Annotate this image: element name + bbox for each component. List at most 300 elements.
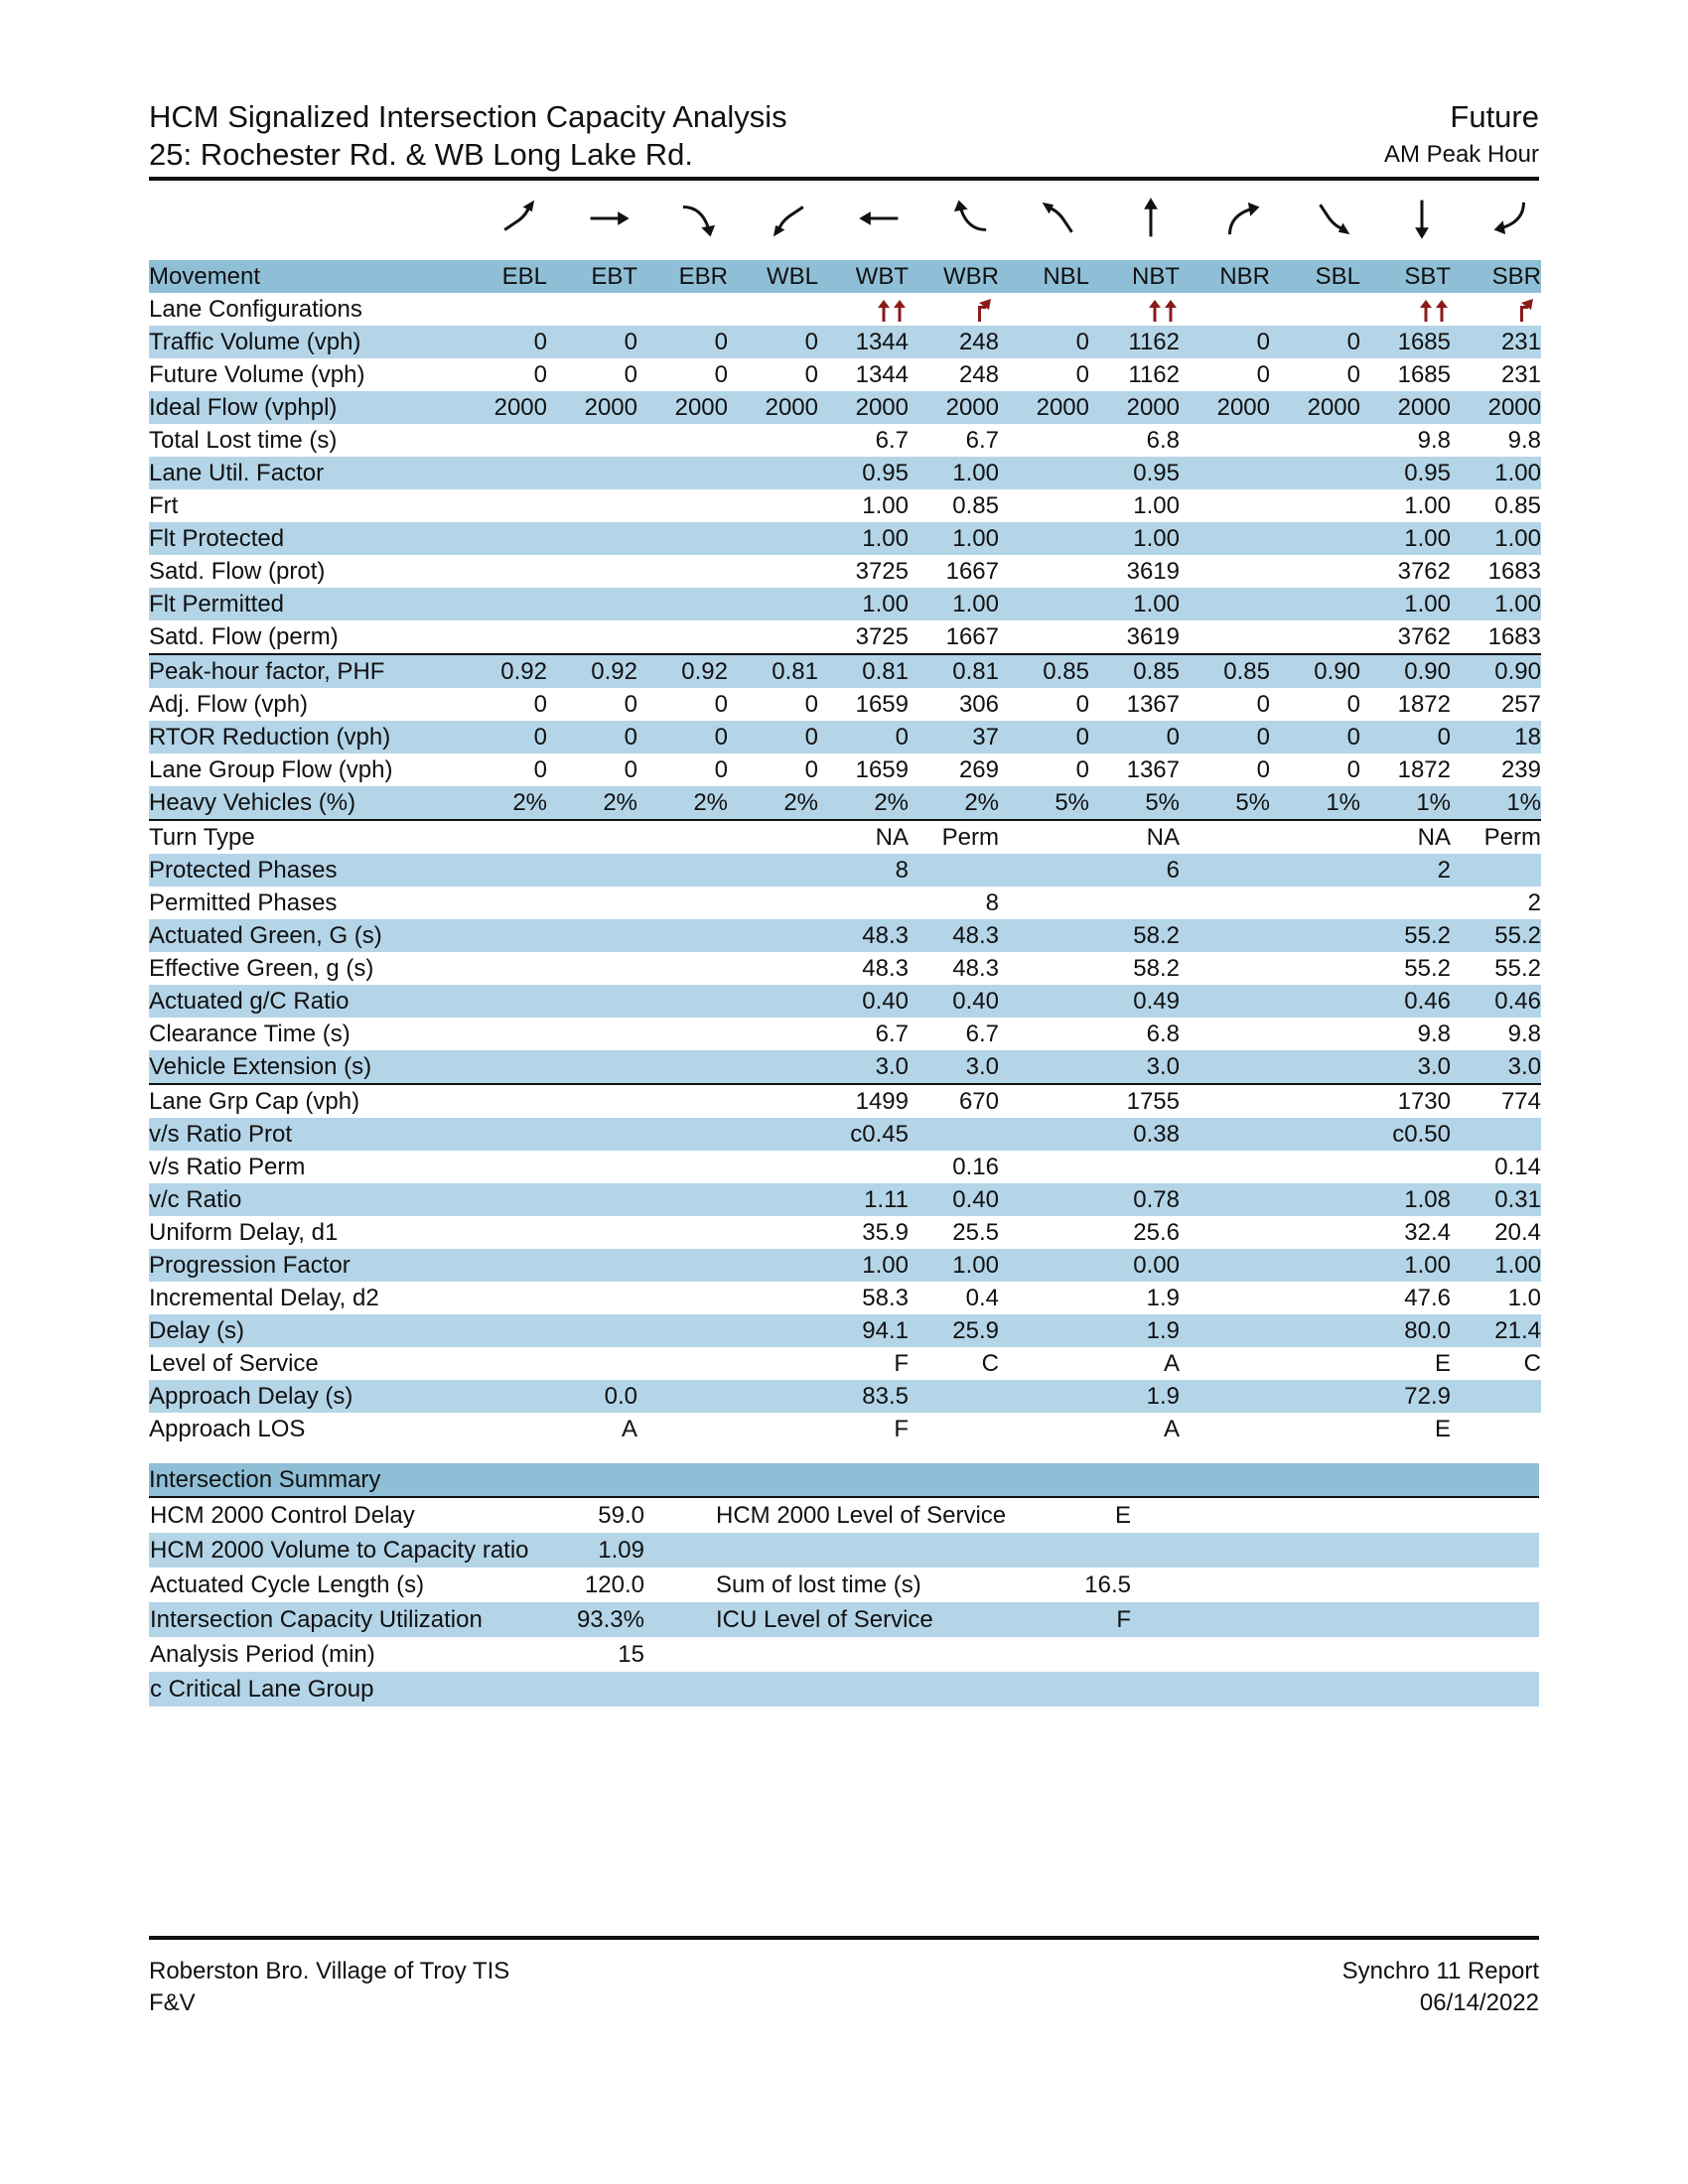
cell-nbl: 5% [999,786,1089,820]
lane-config-cell [637,293,728,326]
spacer [645,1498,715,1533]
cell-wbl [728,620,818,654]
table-row [149,588,1541,620]
right-turn-sbr-icon [1485,189,1539,248]
cell-wbt: 1.11 [818,1183,909,1216]
cell-sbl [1270,919,1360,952]
cell-ebt: 0 [547,326,637,358]
cell-sbt: 0.90 [1360,654,1451,688]
cell-ebr [637,1151,728,1183]
cell-nbt: 5% [1089,786,1180,820]
row-label: Effective Green, g (s) [149,955,374,982]
software-name: Synchro 11 Report [1341,1958,1539,1984]
cell-wbt: 1.00 [818,1249,909,1282]
cell-ebr [637,820,728,854]
cell-sbr: 1683 [1487,623,1541,650]
cell-wbl [728,1413,818,1445]
summary-table [149,1498,1539,1706]
spacer [1132,1533,1539,1568]
cell-wbt: F [894,1350,909,1377]
cell-ebl [457,424,547,457]
cell-nbt: 1755 [1089,1084,1180,1118]
cell-sbr: 2 [1527,889,1541,916]
right-turn-wbr-icon [943,189,997,248]
cell-ebl: 0 [457,326,547,358]
report-header [149,99,1539,177]
cell-nbr [1180,952,1270,985]
cell-sbr: 20.4 [1494,1219,1541,1246]
cell-wbr: 306 [958,691,999,718]
cell-wbr: 0.4 [965,1285,999,1311]
movement-wbt: WBT [818,260,909,293]
through-ebt-icon [582,189,635,248]
cell-nbr [1180,1380,1270,1413]
cell-ebl [457,1282,547,1314]
cell-nbr [1180,1413,1270,1445]
table-row [149,654,1541,688]
cell-wbl: 0 [804,361,818,388]
table-row [149,786,1541,820]
cell-sbt: 32.4 [1404,1219,1451,1246]
movement-wbr: WBR [909,260,999,293]
cell-nbl [999,1347,1089,1380]
left-turn-sbl-icon [1305,189,1358,248]
cell-ebr: 0 [637,721,728,753]
cell-wbl [728,1282,818,1314]
cell-wbl: 0.81 [728,654,818,688]
cell-ebt: 2000 [547,391,637,424]
cell-sbt: 0.46 [1360,985,1451,1018]
movement-wbl: WBL [728,260,818,293]
cell-sbt: 55.2 [1360,919,1451,952]
cell-sbr: 231 [1500,361,1541,388]
cell-nbt: 1162 [1089,326,1180,358]
cell-nbr [1180,1018,1270,1050]
cell-ebr [637,1018,728,1050]
cell-wbt: 0.81 [818,654,909,688]
cell-ebr [637,522,728,555]
cell-ebl: 0.92 [457,654,547,688]
summary-value: 93.3% [546,1602,645,1637]
cell-ebt: 0 [624,361,637,388]
cell-sbt: 3.0 [1360,1050,1451,1084]
cell-sbt: 1.00 [1360,1249,1451,1282]
summary-label-2 [715,1672,1082,1706]
cell-ebl [457,985,547,1018]
cell-wbl: 0 [804,756,818,783]
summary-value: 59.0 [598,1502,644,1529]
cell-wbr: 0.81 [909,654,999,688]
cell-wbl: 2000 [728,391,818,424]
cell-nbt: 1.9 [1089,1380,1180,1413]
summary-value-2 [1082,1533,1132,1568]
cell-wbt: 83.5 [818,1380,909,1413]
cell-wbl [728,1314,818,1347]
row-label: Future Volume (vph) [149,361,365,388]
cell-wbl [728,887,818,919]
cell-nbl [999,1118,1089,1151]
movement-nbl: NBL [999,260,1089,293]
cell-wbt: 3.0 [818,1050,909,1084]
cell-nbt: 0.78 [1089,1183,1180,1216]
cell-nbl [999,887,1089,919]
cell-nbr: 0 [1180,326,1270,358]
cell-nbr [1180,1347,1270,1380]
cell-ebl: 2000 [457,391,547,424]
cell-nbt: 1162 [1128,361,1180,388]
movement-header-label: Movement [149,260,457,293]
cell-nbl [999,620,1089,654]
cell-sbt: 1730 [1360,1084,1451,1118]
cell-wbl: 0 [804,691,818,718]
cell-sbl: 0.90 [1270,654,1360,688]
cell-ebl [457,588,547,620]
cell-nbt: 3619 [1126,558,1180,585]
cell-nbr [1180,1282,1270,1314]
cell-sbr: 55.2 [1451,919,1541,952]
cell-sbl [1270,1249,1360,1282]
cell-ebl [457,555,547,588]
cell-ebt [547,457,637,489]
cell-wbt: 6.7 [875,1021,909,1047]
cell-wbl [728,1249,818,1282]
cell-sbl [1270,854,1360,887]
table-row [149,326,1541,358]
cell-sbl [1270,522,1360,555]
footer-rule [149,1936,1539,1940]
movement-nbt: NBT [1089,260,1180,293]
table-row [149,1282,1541,1314]
cell-sbr: Perm [1451,820,1541,854]
movement-nbr: NBR [1180,260,1270,293]
cell-nbt: 0.38 [1089,1118,1180,1151]
cell-sbl [1270,1380,1360,1413]
cell-wbt: 58.3 [862,1285,909,1311]
summary-row [149,1672,1539,1706]
cell-ebt [547,1314,637,1347]
cell-sbl [1270,489,1360,522]
cell-wbt: 6.7 [875,427,909,454]
cell-nbr [1180,620,1270,654]
cell-sbr: 3.0 [1451,1050,1541,1084]
cell-ebr [637,985,728,1018]
cell-nbt [1089,887,1180,919]
cell-nbl [999,985,1089,1018]
cell-nbr [1180,1050,1270,1084]
summary-value [546,1672,645,1706]
cell-nbt: 1.00 [1133,492,1180,519]
cell-wbt: 1499 [818,1084,909,1118]
cell-wbr: C [981,1350,999,1377]
row-label: Incremental Delay, d2 [149,1285,379,1311]
cell-nbt: 6.8 [1146,427,1180,454]
table-row [149,1084,1541,1118]
cell-wbl [728,1050,818,1084]
spacer [1132,1672,1539,1706]
summary-label: c Critical Lane Group [149,1672,546,1706]
right-turn-lane-wbr-icon [909,293,999,326]
summary-value-2 [1082,1637,1132,1672]
cell-wbr: 6.7 [965,427,999,454]
cell-nbr [1180,1084,1270,1118]
cell-sbl [1270,1282,1360,1314]
movement-icons-row [149,181,1539,260]
cell-nbl: 0.85 [999,654,1089,688]
cell-ebt: 0.92 [547,654,637,688]
summary-label: Analysis Period (min) [150,1641,375,1668]
cell-sbl [1270,1183,1360,1216]
cell-sbl [1270,588,1360,620]
cell-wbt: 94.1 [818,1314,909,1347]
cell-nbr: 0 [1256,756,1270,783]
cell-nbr [1180,985,1270,1018]
table-row [149,391,1541,424]
cell-wbt [818,1151,909,1183]
cell-wbr: 6.7 [965,1021,999,1047]
cell-ebt: 0.0 [547,1380,637,1413]
cell-ebt [547,887,637,919]
cell-ebl [457,522,547,555]
lane-configurations-row [149,293,1541,326]
period-label: AM Peak Hour [1383,141,1539,168]
spacer [1132,1602,1539,1637]
cell-wbl [728,1380,818,1413]
cell-sbr: 239 [1500,756,1541,783]
cell-ebl [457,457,547,489]
table-row [149,1050,1541,1084]
cell-ebl [457,1050,547,1084]
table-row [149,620,1541,654]
cell-sbr: 1.00 [1451,588,1541,620]
cell-nbr: 0.85 [1180,654,1270,688]
report-footer [149,1936,1539,2016]
cell-sbr: 21.4 [1451,1314,1541,1347]
summary-row [149,1568,1539,1602]
cell-ebl [457,1118,547,1151]
left-turn-ebl-icon [492,189,545,248]
cell-nbl: 0 [999,721,1089,753]
cell-sbt: 2000 [1360,391,1451,424]
cell-ebr [637,854,728,887]
cell-sbt: 1872 [1397,756,1451,783]
table-row [149,854,1541,887]
cell-nbl [999,1050,1089,1084]
cell-ebt [547,522,637,555]
cell-sbr: 2000 [1451,391,1541,424]
cell-ebr [637,424,728,457]
cell-sbl [1270,1151,1360,1183]
cell-wbl [728,424,818,457]
cell-nbt: 6 [1089,854,1180,887]
cell-wbr: 1.00 [909,457,999,489]
row-label: Adj. Flow (vph) [149,691,309,718]
cell-ebl: 0 [457,721,547,753]
cell-wbr: 1.00 [909,522,999,555]
lane-config-cell [547,293,637,326]
cell-wbt: F [894,1416,909,1442]
cell-ebt [547,820,637,854]
cell-wbl [728,985,818,1018]
cell-ebr [637,555,728,588]
scenario-label: Future [1450,99,1539,134]
cell-nbt: 0.95 [1089,457,1180,489]
table-row [149,887,1541,919]
cell-nbt: 1.00 [1089,588,1180,620]
cell-sbr: 9.8 [1507,1021,1541,1047]
table-row [149,489,1541,522]
cell-wbl [728,1151,818,1183]
cell-ebr [637,1050,728,1084]
cell-nbl: 0 [1075,756,1089,783]
row-label: Vehicle Extension (s) [149,1050,457,1084]
cell-nbl [999,1018,1089,1050]
cell-wbr: 8 [985,889,999,916]
cell-nbr [1180,1183,1270,1216]
cell-nbt: NA [1089,820,1180,854]
cell-wbt: 1344 [818,326,909,358]
cell-nbr [1180,522,1270,555]
cell-sbr: C [1523,1350,1541,1377]
cell-wbl [728,952,818,985]
cell-ebt [547,1118,637,1151]
cell-nbt: 58.2 [1133,955,1180,982]
cell-ebr [637,457,728,489]
table-row [149,358,1541,391]
cell-wbr: 25.5 [952,1219,999,1246]
cell-sbr: 0.90 [1451,654,1541,688]
cell-nbt: 0.00 [1089,1249,1180,1282]
cell-nbt [1089,1151,1180,1183]
cell-sbl [1270,1018,1360,1050]
cell-wbr: 2% [909,786,999,820]
cell-ebl: 0 [533,756,547,783]
cell-nbl [999,1380,1089,1413]
row-label: Satd. Flow (prot) [149,558,326,585]
cell-wbl [728,489,818,522]
cell-wbl [728,1347,818,1380]
cell-sbr: 774 [1451,1084,1541,1118]
cell-ebt [547,1249,637,1282]
cell-sbl [1270,1084,1360,1118]
cell-ebl [457,489,547,522]
row-label: Approach Delay (s) [149,1380,457,1413]
table-row [149,1380,1541,1413]
summary-label-2: ICU Level of Service [715,1602,1082,1637]
right-turn-lane-sbr-icon [1451,293,1541,326]
cell-ebr: 0 [714,691,728,718]
cell-sbt: 1872 [1397,691,1451,718]
cell-wbr: 269 [958,756,999,783]
cell-sbt: 47.6 [1404,1285,1451,1311]
cell-nbl [999,588,1089,620]
double-through-sbt-icon [1360,293,1451,326]
cell-ebr [637,1084,728,1118]
cell-sbr: 257 [1500,691,1541,718]
table-row [149,919,1541,952]
table-row [149,1018,1541,1050]
table-row [149,424,1541,457]
cell-sbl [1270,1216,1360,1249]
summary-label-2: Sum of lost time (s) [716,1571,921,1598]
cell-wbr [909,1118,999,1151]
cell-sbr: 1.0 [1507,1285,1541,1311]
cell-nbt: 25.6 [1133,1219,1180,1246]
spacer [645,1568,715,1602]
cell-sbr: 0.14 [1494,1154,1541,1180]
cell-sbl: 0 [1346,361,1360,388]
cell-ebr [637,887,728,919]
cell-ebl [457,1183,547,1216]
cell-sbl [1270,457,1360,489]
spacer [1132,1568,1539,1602]
cell-nbl: 0 [1075,361,1089,388]
cell-nbt: 58.2 [1089,919,1180,952]
cell-wbr: 3.0 [909,1050,999,1084]
cell-ebl [457,1314,547,1347]
cell-ebr [637,1380,728,1413]
cell-nbr [1180,555,1270,588]
cell-wbr: 37 [909,721,999,753]
summary-label: Intersection Capacity Utilization [149,1602,546,1637]
cell-sbl [1270,985,1360,1018]
cell-wbr: 1.00 [909,1249,999,1282]
cell-wbt: 1.00 [818,522,909,555]
cell-ebt: 0 [624,691,637,718]
cell-sbr: 0.85 [1494,492,1541,519]
double-through-wbt-icon [818,293,909,326]
cell-nbl [999,919,1089,952]
cell-sbt: 80.0 [1360,1314,1451,1347]
cell-nbt: 1.9 [1089,1314,1180,1347]
row-label: Approach LOS [149,1416,306,1442]
table-row [149,1216,1541,1249]
cell-sbl [1270,1050,1360,1084]
cell-sbr [1451,1380,1541,1413]
cell-ebr [637,1216,728,1249]
cell-sbl [1270,424,1360,457]
movement-sbr: SBR [1451,260,1541,293]
cell-nbr [1180,424,1270,457]
cell-wbl [728,1084,818,1118]
table-row [149,555,1541,588]
cell-wbt: 1.00 [862,492,909,519]
cell-wbt: 35.9 [862,1219,909,1246]
cell-ebl [457,919,547,952]
cell-wbr: 0.85 [952,492,999,519]
table-row [149,522,1541,555]
row-label: Ideal Flow (vphpl) [149,391,457,424]
cell-ebl: 0 [533,691,547,718]
cell-nbr [1180,854,1270,887]
cell-wbl: 2% [728,786,818,820]
cell-nbl [999,854,1089,887]
lane-config-cell [1180,293,1270,326]
cell-wbl [728,457,818,489]
table-row [149,688,1541,721]
cell-nbr [1180,489,1270,522]
cell-wbr: 1667 [945,558,999,585]
cell-nbr [1180,1249,1270,1282]
cell-ebr [637,952,728,985]
summary-label-2 [715,1637,1082,1672]
cell-sbt: E [1434,1350,1451,1377]
cell-sbr [1451,854,1541,887]
cell-ebr [637,1249,728,1282]
cell-ebt [547,555,637,588]
cell-sbr: 1683 [1487,558,1541,585]
cell-ebl [457,952,547,985]
cell-sbt: 0 [1360,721,1451,753]
